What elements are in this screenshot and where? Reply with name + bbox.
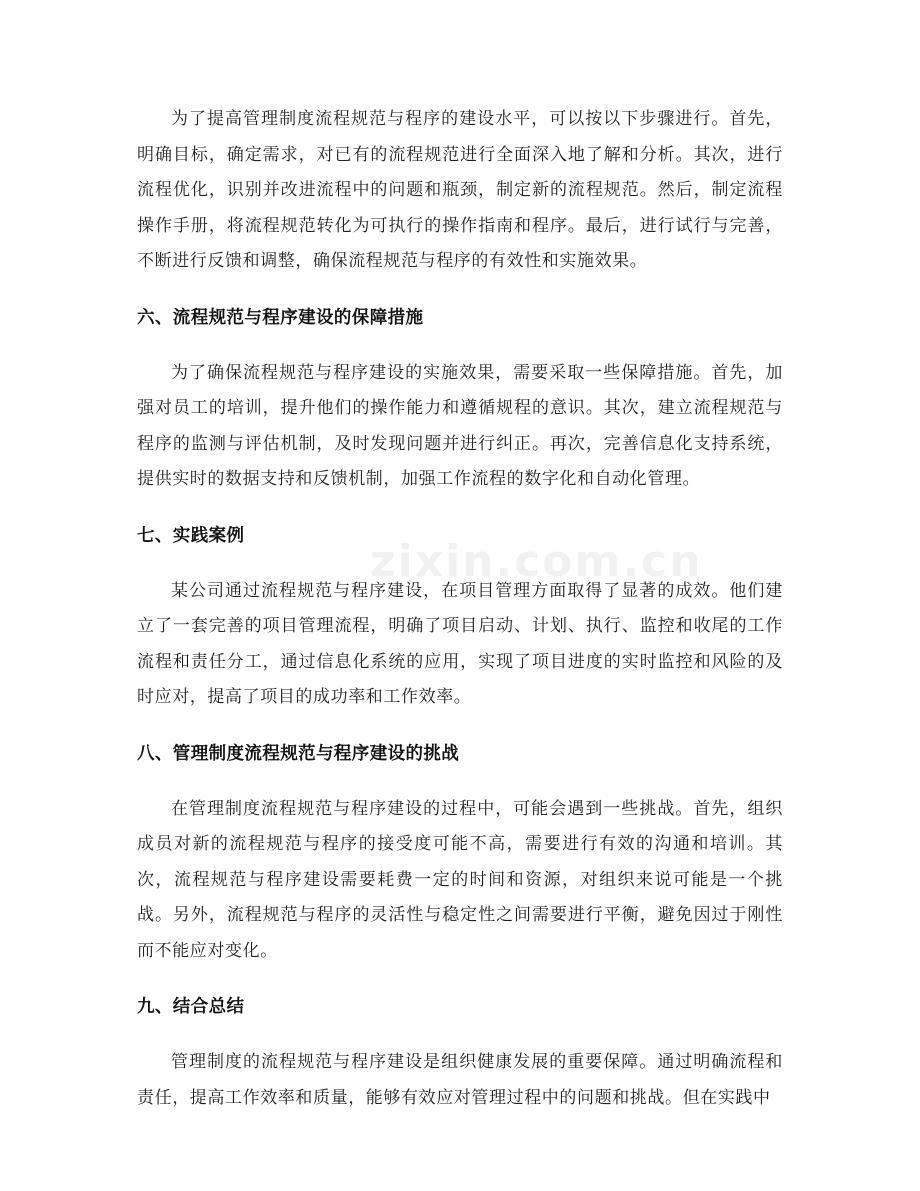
- paragraph-steps: 为了提高管理制度流程规范与程序的建设水平，可以按以下步骤进行。首先，明确目标，确定需求，对已有的流程规范进行全面深入地了解和分析。其次，进行流程优化，识别并改进流程中的问题和瓶颈，制定新的流程规范。然后，制定流程操作手册，将流程规范转化为可执行的操作指南和程序。最后，进行试行与完善，不断进行反馈和调整，确保流程规范与程序的有效性和实施效果。: [137, 109, 783, 271]
- section-heading-case-study: 七、实践案例: [137, 525, 245, 546]
- section-heading-challenges: 八、管理制度流程规范与程序建设的挑战: [137, 743, 460, 764]
- document-body: [137, 102, 783, 1116]
- section-heading-summary: 九、结合总结: [137, 997, 245, 1017]
- paragraph-challenges: 在管理制度流程规范与程序建设的过程中，可能会遇到一些挑战。首先，组织成员对新的流程规范与程序的接受度可能不高，需要进行有效的沟通和培训。其次，流程规范与程序建设需要耗费一定的时间和资源，对组织来说可能是一个挑战。另外，流程规范与程序的灵活性与稳定性之间需要进行平衡，避免因过于刚性而不能应对变化。: [137, 798, 783, 961]
- paragraph-safeguards: 为了确保流程规范与程序建设的实施效果，需要采取一些保障措施。首先，加强对员工的培训，提升他们的操作能力和遵循规程的意识。其次，建立流程规范与程序的监测与评估机制，及时发现问题并进行纠正。再次，完善信息化支持系统，提供实时的数据支持和反馈机制，加强工作流程的数字化和自动化管理。: [137, 362, 783, 489]
- section-heading-safeguards: 六、流程规范与程序建设的保障措施: [137, 307, 424, 328]
- watermark: zixin.com.cn: [370, 536, 703, 587]
- paragraph-summary: 管理制度的流程规范与程序建设是组织健康发展的重要保障。通过明确流程和责任，提高工作效率和质量，能够有效应对管理过程中的问题和挑战。但在实践中: [137, 1052, 783, 1108]
- paragraph-case-study: 某公司通过流程规范与程序建设，在项目管理方面取得了显著的成效。他们建立了一套完善的项目管理流程，明确了项目启动、计划、执行、监控和收尾的工作流程和责任分工，通过信息化系统的应用，实现了项目进度的实时监控和风险的及时应对，提高了项目的成功率和工作效率。: [137, 580, 783, 707]
